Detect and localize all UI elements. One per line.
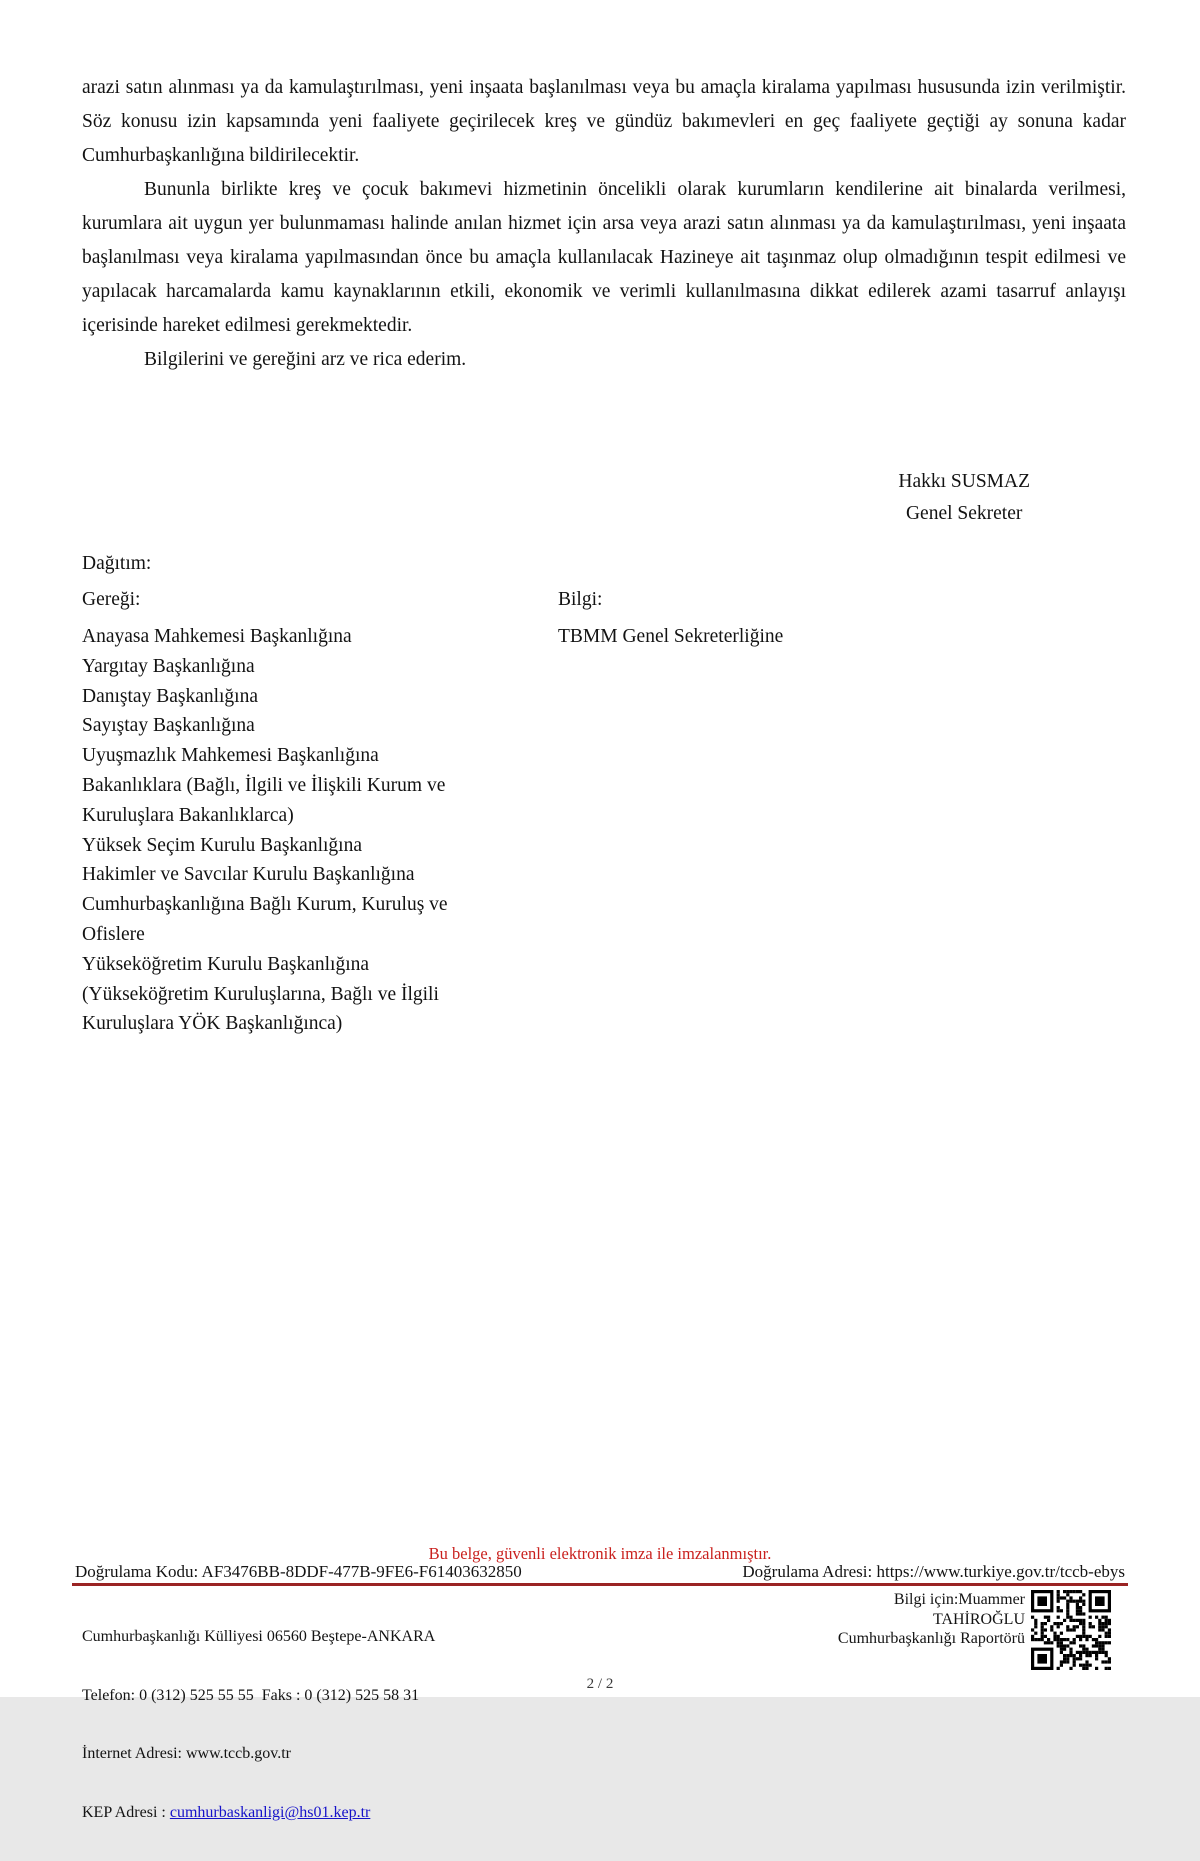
body-text-block — [82, 71, 1126, 377]
page-number: 2 / 2 — [586, 1676, 614, 1692]
signer-name: Hakkı SUSMAZ — [898, 471, 1030, 492]
list-item: (Yükseköğretim Kuruluşlarına, Bağlı ve İlgili — [82, 983, 439, 1005]
list-item: Anayasa Mahkemesi Başkanlığına — [82, 626, 352, 647]
footer-phone-line: Telefon: 0 (312) 525 55 55 Faks : 0 (312) 525 58 31 — [82, 1686, 420, 1704]
list-item: Yargıtay Başkanlığına — [82, 655, 255, 677]
esignature-notice: Bu belge, güvenli elektronik imza ile imzalanmıştır. — [428, 1544, 772, 1563]
distribution-geregi-label: Gereği: — [82, 589, 141, 610]
body-paragraph-2: Bununla birlikte kreş ve çocuk bakımevi hizmetinin öncelikli olarak kurumların kendilerine ait binalarda verilmesi, kurumlara ait uygun yer bulunmaması halinde anılan hizmet için arsa veya arazi satın alınması ya da kamulaştırılması, yeni inşaata başlanılması veya kiralama yapılmasından önce bu amaçla kullanılacak Hazineye ait taşınmaz olup olmadığının tespit edilmesi ve yapılacak harcamalarda kamu kaynaklarının etkili, ekonomik ve verimli kullanılmasına dikkat edilerek azami tasarruf anlayışı içerisinde hareket edilmesi gerekmektedir. — [82, 179, 1126, 336]
distribution-heading: Dağıtım: — [82, 553, 152, 574]
footer-kep-line — [82, 1803, 435, 1823]
list-item: Ofislere — [82, 923, 145, 945]
body-paragraph-3: Bilgilerini ve gereğini arz ve rica ederim. — [144, 349, 467, 370]
contact-person-line1: Bilgi için:Muammer — [893, 1591, 1025, 1608]
verification-address-value: https://www.turkiye.gov.tr/tccb-ebys — [876, 1562, 1125, 1581]
footer-contact-left — [82, 1588, 435, 1861]
contact-person-line3: Cumhurbaşkanlığı Raportörü — [837, 1630, 1025, 1647]
distribution-bilgi-list — [558, 622, 783, 652]
signer-title: Genel Sekreter — [905, 503, 1023, 524]
verification-address-label: Doğrulama Adresi: — [742, 1562, 877, 1581]
verification-code — [75, 1562, 522, 1582]
footer-contact-right — [838, 1590, 1025, 1649]
internet-label: İnternet Adresi: — [82, 1745, 186, 1762]
distribution-bilgi-label: Bilgi: — [558, 589, 603, 610]
list-item: TBMM Genel Sekreterliğine — [558, 626, 784, 647]
list-item: Yükseköğretim Kurulu Başkanlığına — [82, 953, 370, 975]
distribution-geregi-list — [82, 622, 448, 1039]
list-item: Bakanlıklara (Bağlı, İlgili ve İlişkili Kurum ve — [82, 774, 446, 796]
list-item: Cumhurbaşkanlığına Bağlı Kurum, Kuruluş ve — [82, 894, 448, 916]
kep-label: KEP Adresi : — [82, 1803, 170, 1821]
verification-address — [742, 1562, 1125, 1582]
list-item: Sayıştay Başkanlığına — [82, 715, 255, 737]
kep-address-link[interactable]: cumhurbaskanligi@hs01.kep.tr — [169, 1803, 371, 1821]
list-item: Uyuşmazlık Mahkemesi Başkanlığına — [82, 745, 379, 767]
footer-divider — [72, 1583, 1128, 1586]
contact-person-line2: TAHİROĞLU — [932, 1610, 1025, 1628]
signature-block — [898, 466, 1030, 530]
internet-value: www.tccb.gov.tr — [185, 1745, 291, 1762]
list-item: Kuruluşlara YÖK Başkanlığınca) — [82, 1013, 343, 1035]
footer-internet-line — [82, 1744, 435, 1764]
list-item: Danıştay Başkanlığına — [82, 685, 259, 707]
footer-address-line: Cumhurbaşkanlığı Külliyesi 06560 Beştepe-ANKARA — [82, 1628, 436, 1645]
list-item: Hakimler ve Savcılar Kurulu Başkanlığına — [82, 864, 415, 886]
list-item: Yüksek Seçim Kurulu Başkanlığına — [82, 834, 362, 856]
verification-code-label: Doğrulama Kodu: — [75, 1562, 202, 1581]
qr-code — [1031, 1590, 1111, 1670]
body-paragraph-1: arazi satın alınması ya da kamulaştırılması, yeni inşaata başlanılması veya bu amaçla kiralama yapılması hususunda izin verilmiştir. Söz konusu izin kapsamında yeni faaliyete geçirilecek kreş ve gündüz bakımevleri en geç faaliyete geçtiği ay sonuna kadar Cumhurbaşkanlığına bildirilecektir. — [82, 77, 1126, 166]
verification-code-value: AF3476BB-8DDF-477B-9FE6-F61403632850 — [201, 1562, 522, 1581]
list-item: Kuruluşlara Bakanlıklarca) — [82, 804, 294, 826]
verification-row — [75, 1562, 1125, 1582]
